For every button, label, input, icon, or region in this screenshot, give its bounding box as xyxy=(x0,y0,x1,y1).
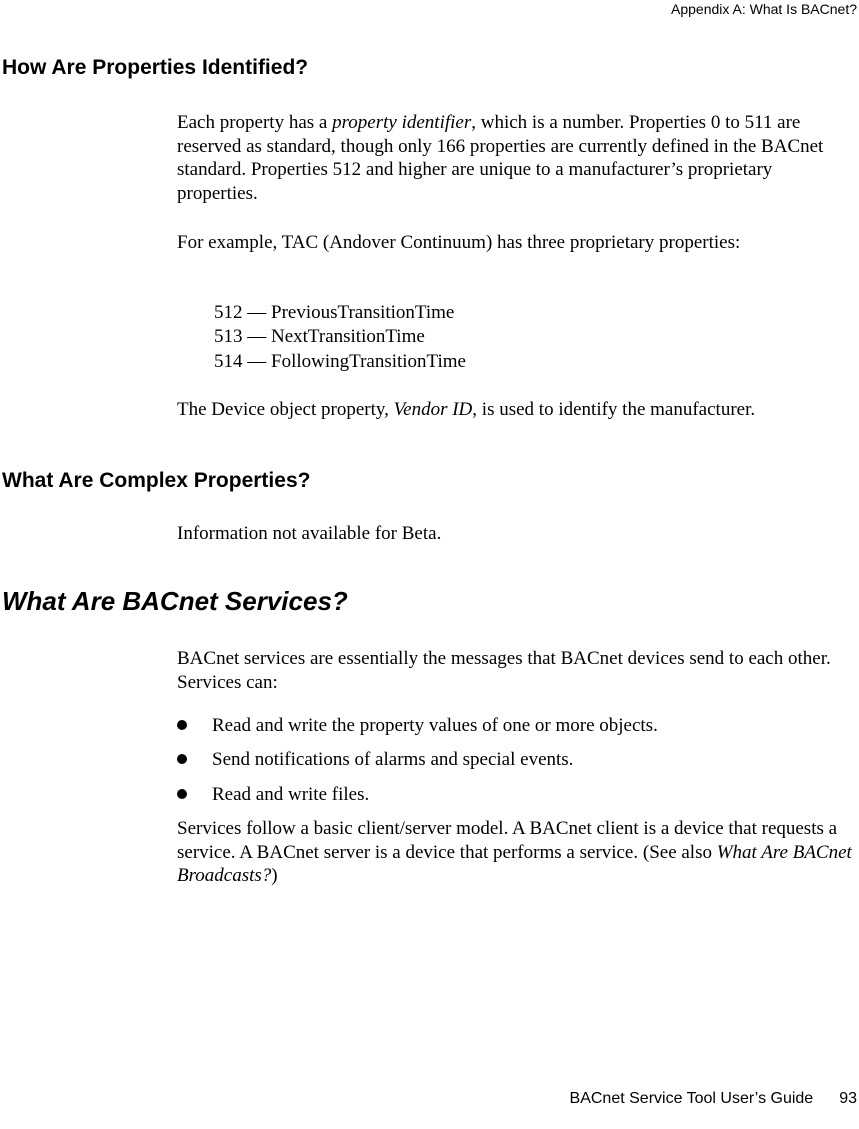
paragraph-client-server: Services follow a basic client/server model. A BACnet client is a device that requests a service. A BACnet server is a device that performs a service. (See also What Are BACnet Broadcasts?) xyxy=(177,818,852,886)
bullet-icon xyxy=(177,789,187,799)
proprietary-property-513: 513 — NextTransitionTime xyxy=(214,326,425,347)
proprietary-property-512: 512 — PreviousTransitionTime xyxy=(214,302,455,323)
paragraph-vendor-id: The Device object property, Vendor ID, is used to identify the manufacturer. xyxy=(177,399,756,420)
page-footer xyxy=(570,1090,857,1108)
term-vendor-id: Vendor ID xyxy=(393,399,473,420)
section-heading-complex-properties: What Are Complex Properties? xyxy=(2,469,311,492)
paragraph-property-identifier: Each property has a property identifier, which is a number. Properties 0 to 511 are reserved as standard, though only 166 properties are currently defined in the BACnet standard. Properties 512 and higher are unique to a manufacturer’s proprietary properties. xyxy=(177,112,824,204)
page-number: 93 xyxy=(839,1090,857,1107)
term-property-identifier: property identifier xyxy=(332,112,472,133)
paragraph-services-intro: BACnet services are essentially the messages that BACnet devices send to each other. Services can: xyxy=(177,648,831,693)
cross-reference-broadcasts: What Are BACnet Broadcasts? xyxy=(177,841,852,886)
section-heading-properties-identified: How Are Properties Identified? xyxy=(2,56,309,79)
running-header: Appendix A: What Is BACnet? xyxy=(671,1,857,17)
paragraph-complex-properties: Information not available for Beta. xyxy=(177,523,442,544)
paragraph-tac-example: For example, TAC (Andover Continuum) has three proprietary properties: xyxy=(177,232,741,253)
bullet-icon xyxy=(177,754,187,764)
guide-title: BACnet Service Tool User’s Guide xyxy=(569,1090,814,1107)
bullet-icon xyxy=(177,720,187,730)
proprietary-property-514: 514 — FollowingTransitionTime xyxy=(214,351,466,372)
chapter-heading-bacnet-services: What Are BACnet Services? xyxy=(2,586,348,616)
